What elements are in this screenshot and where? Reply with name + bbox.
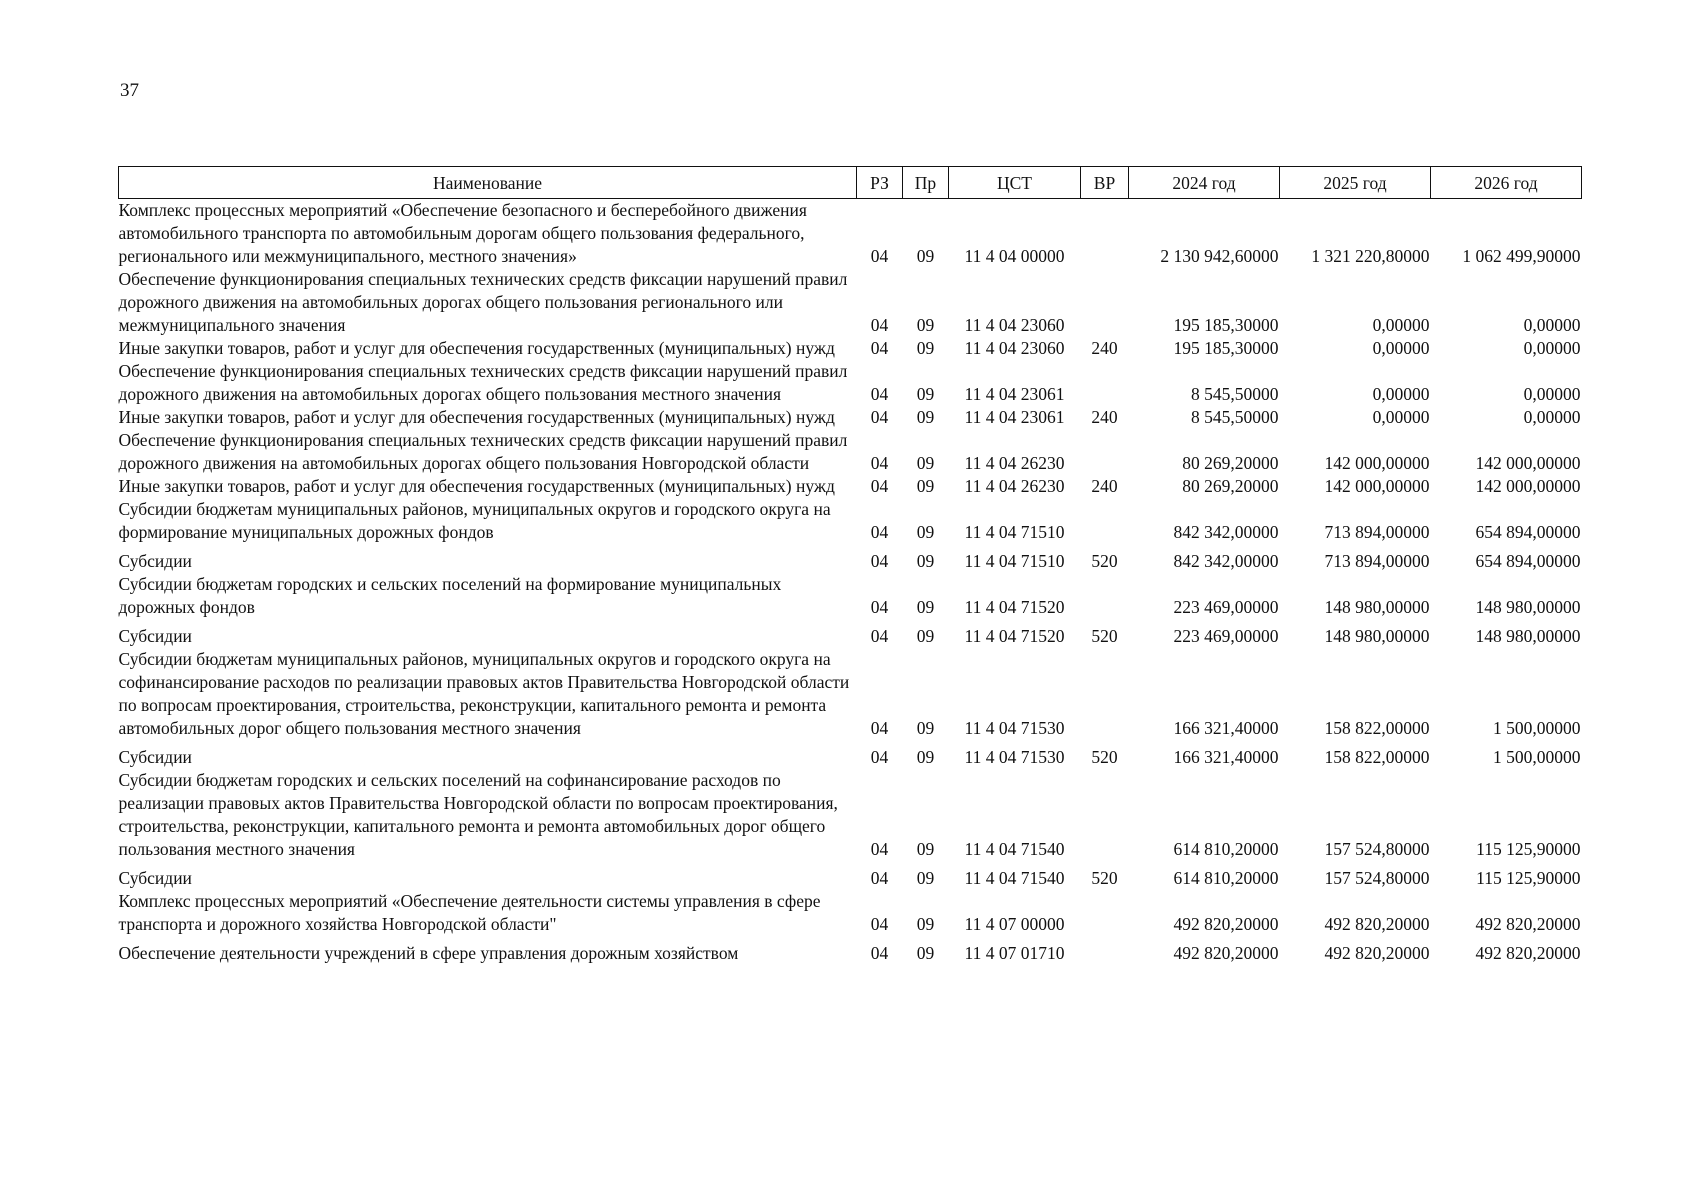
cell-2026: 1 500,00000	[1493, 718, 1581, 738]
cell-2024: 2 130 942,60000	[1160, 246, 1279, 266]
header-pr: Пр	[903, 167, 949, 199]
header-2026: 2026 год	[1431, 167, 1582, 199]
cell-2024: 166 321,40000	[1173, 718, 1279, 738]
cell-2024: 8 545,50000	[1191, 407, 1279, 427]
cell-pr: 09	[916, 338, 935, 358]
table-header	[119, 167, 1582, 199]
cell-2026: 148 980,00000	[1475, 597, 1581, 617]
table-row	[119, 573, 1582, 619]
cell-2024: 492 820,20000	[1173, 943, 1279, 963]
cell-rz: 04	[870, 315, 889, 335]
table-row	[119, 936, 1582, 965]
cell-2026: 142 000,00000	[1475, 476, 1581, 496]
cell-rz: 04	[870, 551, 889, 571]
table-body	[119, 199, 1582, 966]
cell-vr	[1081, 769, 1129, 861]
cell-name: Иные закупки товаров, работ и услуг для обеспечения государственных (муниципальных) нужд	[118, 338, 835, 358]
table-row	[119, 268, 1582, 337]
cell-rz: 04	[870, 476, 889, 496]
cell-2026: 0,00000	[1523, 338, 1581, 358]
cell-name: Субсидии бюджетам городских и сельских поселений на софинансирование расходов по реализации правовых актов Правительства Новгородской области по вопросам проектирования, строительства, реконструкции, капитального ремонта и ремонта автомобильных дорог общего пользования местного значения	[118, 770, 838, 859]
cell-vr: 520	[1091, 747, 1118, 767]
table-row	[119, 890, 1582, 936]
cell-cst: 11 4 04 71530	[964, 718, 1065, 738]
table-row	[119, 769, 1582, 861]
cell-vr	[1081, 268, 1129, 337]
cell-2025: 142 000,00000	[1324, 476, 1430, 496]
cell-cst: 11 4 04 23061	[964, 407, 1065, 427]
cell-2026: 654 894,00000	[1475, 551, 1581, 571]
table-row	[119, 619, 1582, 648]
cell-pr: 09	[916, 407, 935, 427]
cell-rz: 04	[870, 747, 889, 767]
header-2025: 2025 год	[1280, 167, 1431, 199]
cell-2025: 713 894,00000	[1324, 551, 1430, 571]
cell-rz: 04	[870, 246, 889, 266]
cell-pr: 09	[916, 914, 935, 934]
table-row	[119, 337, 1582, 360]
cell-2026: 654 894,00000	[1475, 522, 1581, 542]
cell-pr: 09	[916, 839, 935, 859]
cell-2026: 0,00000	[1523, 315, 1581, 335]
table-row	[119, 199, 1582, 269]
table-row	[119, 498, 1582, 544]
cell-name: Комплекс процессных мероприятий «Обеспечение деятельности системы управления в сфере транспорта и дорожного хозяйства Новгородской области"	[118, 891, 821, 934]
cell-pr: 09	[916, 718, 935, 738]
header-rz: РЗ	[857, 167, 903, 199]
cell-2025: 148 980,00000	[1324, 597, 1430, 617]
cell-2025: 158 822,00000	[1324, 747, 1430, 767]
table-row	[119, 429, 1582, 475]
cell-vr	[1081, 648, 1129, 740]
cell-name: Субсидии	[118, 551, 192, 571]
cell-2026: 1 062 499,90000	[1462, 246, 1581, 266]
cell-vr: 520	[1091, 868, 1118, 888]
cell-2025: 1 321 220,80000	[1311, 246, 1430, 266]
cell-2024: 223 469,00000	[1173, 626, 1279, 646]
cell-2025: 157 524,80000	[1324, 868, 1430, 888]
cell-pr: 09	[916, 597, 935, 617]
cell-2024: 614 810,20000	[1173, 868, 1279, 888]
cell-vr	[1081, 199, 1129, 269]
cell-2026: 0,00000	[1523, 384, 1581, 404]
cell-2024: 195 185,30000	[1173, 338, 1279, 358]
cell-2026: 142 000,00000	[1475, 453, 1581, 473]
cell-pr: 09	[916, 747, 935, 767]
cell-2024: 8 545,50000	[1191, 384, 1279, 404]
cell-name: Субсидии бюджетам городских и сельских поселений на формирование муниципальных дорожных фондов	[118, 574, 782, 617]
cell-2024: 842 342,00000	[1173, 522, 1279, 542]
table-row	[119, 544, 1582, 573]
cell-pr: 09	[916, 551, 935, 571]
cell-rz: 04	[870, 522, 889, 542]
cell-2026: 492 820,20000	[1475, 943, 1581, 963]
cell-cst: 11 4 04 71520	[964, 597, 1065, 617]
cell-vr	[1081, 360, 1129, 406]
cell-2025: 0,00000	[1372, 384, 1430, 404]
cell-rz: 04	[870, 384, 889, 404]
cell-vr: 520	[1091, 551, 1118, 571]
cell-2025: 0,00000	[1372, 315, 1430, 335]
page-number: 37	[120, 80, 139, 101]
cell-cst: 11 4 04 71510	[964, 522, 1065, 542]
cell-cst: 11 4 04 23060	[964, 338, 1065, 358]
cell-name: Субсидии бюджетам муниципальных районов, муниципальных округов и городского округа на софинансирование расходов по реализации правовых актов Правительства Новгородской области по вопросам проектирования, строительства, реконструкции, капитального ремонта и ремонта автомобильных дорог общего пользования местного значения	[118, 649, 850, 738]
cell-name: Обеспечение функционирования специальных технических средств фиксации нарушений правил дорожного движения на автомобильных дорогах общего пользования регионального или межмуниципального значения	[118, 269, 848, 335]
cell-2024: 80 269,20000	[1182, 453, 1279, 473]
cell-vr: 240	[1091, 338, 1118, 358]
cell-cst: 11 4 04 26230	[964, 476, 1065, 496]
cell-2026: 115 125,90000	[1476, 868, 1581, 888]
cell-name: Субсидии	[118, 747, 192, 767]
cell-2025: 157 524,80000	[1324, 839, 1430, 859]
cell-name: Комплекс процессных мероприятий «Обеспечение безопасного и бесперебойного движения автомобильного транспорта по автомобильным дорогам общего пользования федерального, регионального или межмуниципального, местного значения»	[118, 200, 807, 266]
cell-rz: 04	[870, 839, 889, 859]
cell-name: Обеспечение функционирования специальных технических средств фиксации нарушений правил дорожного движения на автомобильных дорогах общего пользования Новгородской области	[118, 430, 848, 473]
cell-2025: 0,00000	[1372, 338, 1430, 358]
cell-2026: 115 125,90000	[1476, 839, 1581, 859]
header-vr: ВР	[1081, 167, 1129, 199]
cell-2024: 614 810,20000	[1173, 839, 1279, 859]
cell-rz: 04	[870, 914, 889, 934]
cell-cst: 11 4 04 23060	[964, 315, 1065, 335]
cell-pr: 09	[916, 315, 935, 335]
cell-pr: 09	[916, 868, 935, 888]
cell-cst: 11 4 07 00000	[964, 914, 1065, 934]
cell-2024: 80 269,20000	[1182, 476, 1279, 496]
cell-cst: 11 4 07 01710	[964, 943, 1065, 963]
cell-2025: 492 820,20000	[1324, 914, 1430, 934]
header-name: Наименование	[119, 167, 857, 199]
cell-cst: 11 4 04 71510	[964, 551, 1065, 571]
cell-rz: 04	[870, 626, 889, 646]
cell-2025: 0,00000	[1372, 407, 1430, 427]
header-cst: ЦСТ	[949, 167, 1081, 199]
cell-cst: 11 4 04 71530	[964, 747, 1065, 767]
cell-cst: 11 4 04 23061	[964, 384, 1065, 404]
table-row	[119, 360, 1582, 406]
cell-vr	[1081, 429, 1129, 475]
cell-rz: 04	[870, 338, 889, 358]
cell-vr: 240	[1091, 476, 1118, 496]
cell-vr	[1081, 573, 1129, 619]
cell-2024: 842 342,00000	[1173, 551, 1279, 571]
table-row	[119, 861, 1582, 890]
cell-name: Субсидии бюджетам муниципальных районов, муниципальных округов и городского округа на формирование муниципальных дорожных фондов	[118, 499, 831, 542]
table-row	[119, 406, 1582, 429]
cell-rz: 04	[870, 718, 889, 738]
cell-pr: 09	[916, 476, 935, 496]
cell-name: Обеспечение функционирования специальных технических средств фиксации нарушений правил дорожного движения на автомобильных дорогах общего пользования местного значения	[118, 361, 848, 404]
table-row	[119, 475, 1582, 498]
cell-rz: 04	[870, 597, 889, 617]
cell-cst: 11 4 04 71540	[964, 868, 1065, 888]
cell-rz: 04	[870, 453, 889, 473]
cell-2024: 492 820,20000	[1173, 914, 1279, 934]
header-2024: 2024 год	[1129, 167, 1280, 199]
cell-cst: 11 4 04 00000	[964, 246, 1065, 266]
cell-2026: 1 500,00000	[1493, 747, 1581, 767]
cell-2026: 492 820,20000	[1475, 914, 1581, 934]
cell-2025: 713 894,00000	[1324, 522, 1430, 542]
cell-name: Обеспечение деятельности учреждений в сфере управления дорожным хозяйством	[118, 943, 739, 963]
cell-2026: 148 980,00000	[1475, 626, 1581, 646]
cell-2025: 148 980,00000	[1324, 626, 1430, 646]
cell-name: Иные закупки товаров, работ и услуг для обеспечения государственных (муниципальных) нужд	[118, 476, 835, 496]
cell-rz: 04	[870, 868, 889, 888]
budget-table	[118, 166, 1582, 965]
cell-vr: 240	[1091, 407, 1118, 427]
cell-name: Иные закупки товаров, работ и услуг для обеспечения государственных (муниципальных) нужд	[118, 407, 835, 427]
cell-vr: 520	[1091, 626, 1118, 646]
header-row	[119, 167, 1582, 199]
cell-name: Субсидии	[118, 868, 192, 888]
cell-2024: 223 469,00000	[1173, 597, 1279, 617]
cell-pr: 09	[916, 522, 935, 542]
cell-pr: 09	[916, 246, 935, 266]
cell-vr	[1081, 890, 1129, 936]
cell-rz: 04	[870, 407, 889, 427]
cell-vr	[1081, 498, 1129, 544]
cell-pr: 09	[916, 453, 935, 473]
cell-name: Субсидии	[118, 626, 192, 646]
cell-cst: 11 4 04 71520	[964, 626, 1065, 646]
table-row	[119, 648, 1582, 740]
cell-pr: 09	[916, 943, 935, 963]
cell-cst: 11 4 04 26230	[964, 453, 1065, 473]
cell-2025: 492 820,20000	[1324, 943, 1430, 963]
cell-2025: 142 000,00000	[1324, 453, 1430, 473]
cell-rz: 04	[870, 943, 889, 963]
cell-2025: 158 822,00000	[1324, 718, 1430, 738]
cell-2024: 166 321,40000	[1173, 747, 1279, 767]
table-row	[119, 740, 1582, 769]
cell-2026: 0,00000	[1523, 407, 1581, 427]
cell-pr: 09	[916, 384, 935, 404]
cell-2024: 195 185,30000	[1173, 315, 1279, 335]
cell-pr: 09	[916, 626, 935, 646]
cell-cst: 11 4 04 71540	[964, 839, 1065, 859]
cell-vr	[1081, 936, 1129, 965]
